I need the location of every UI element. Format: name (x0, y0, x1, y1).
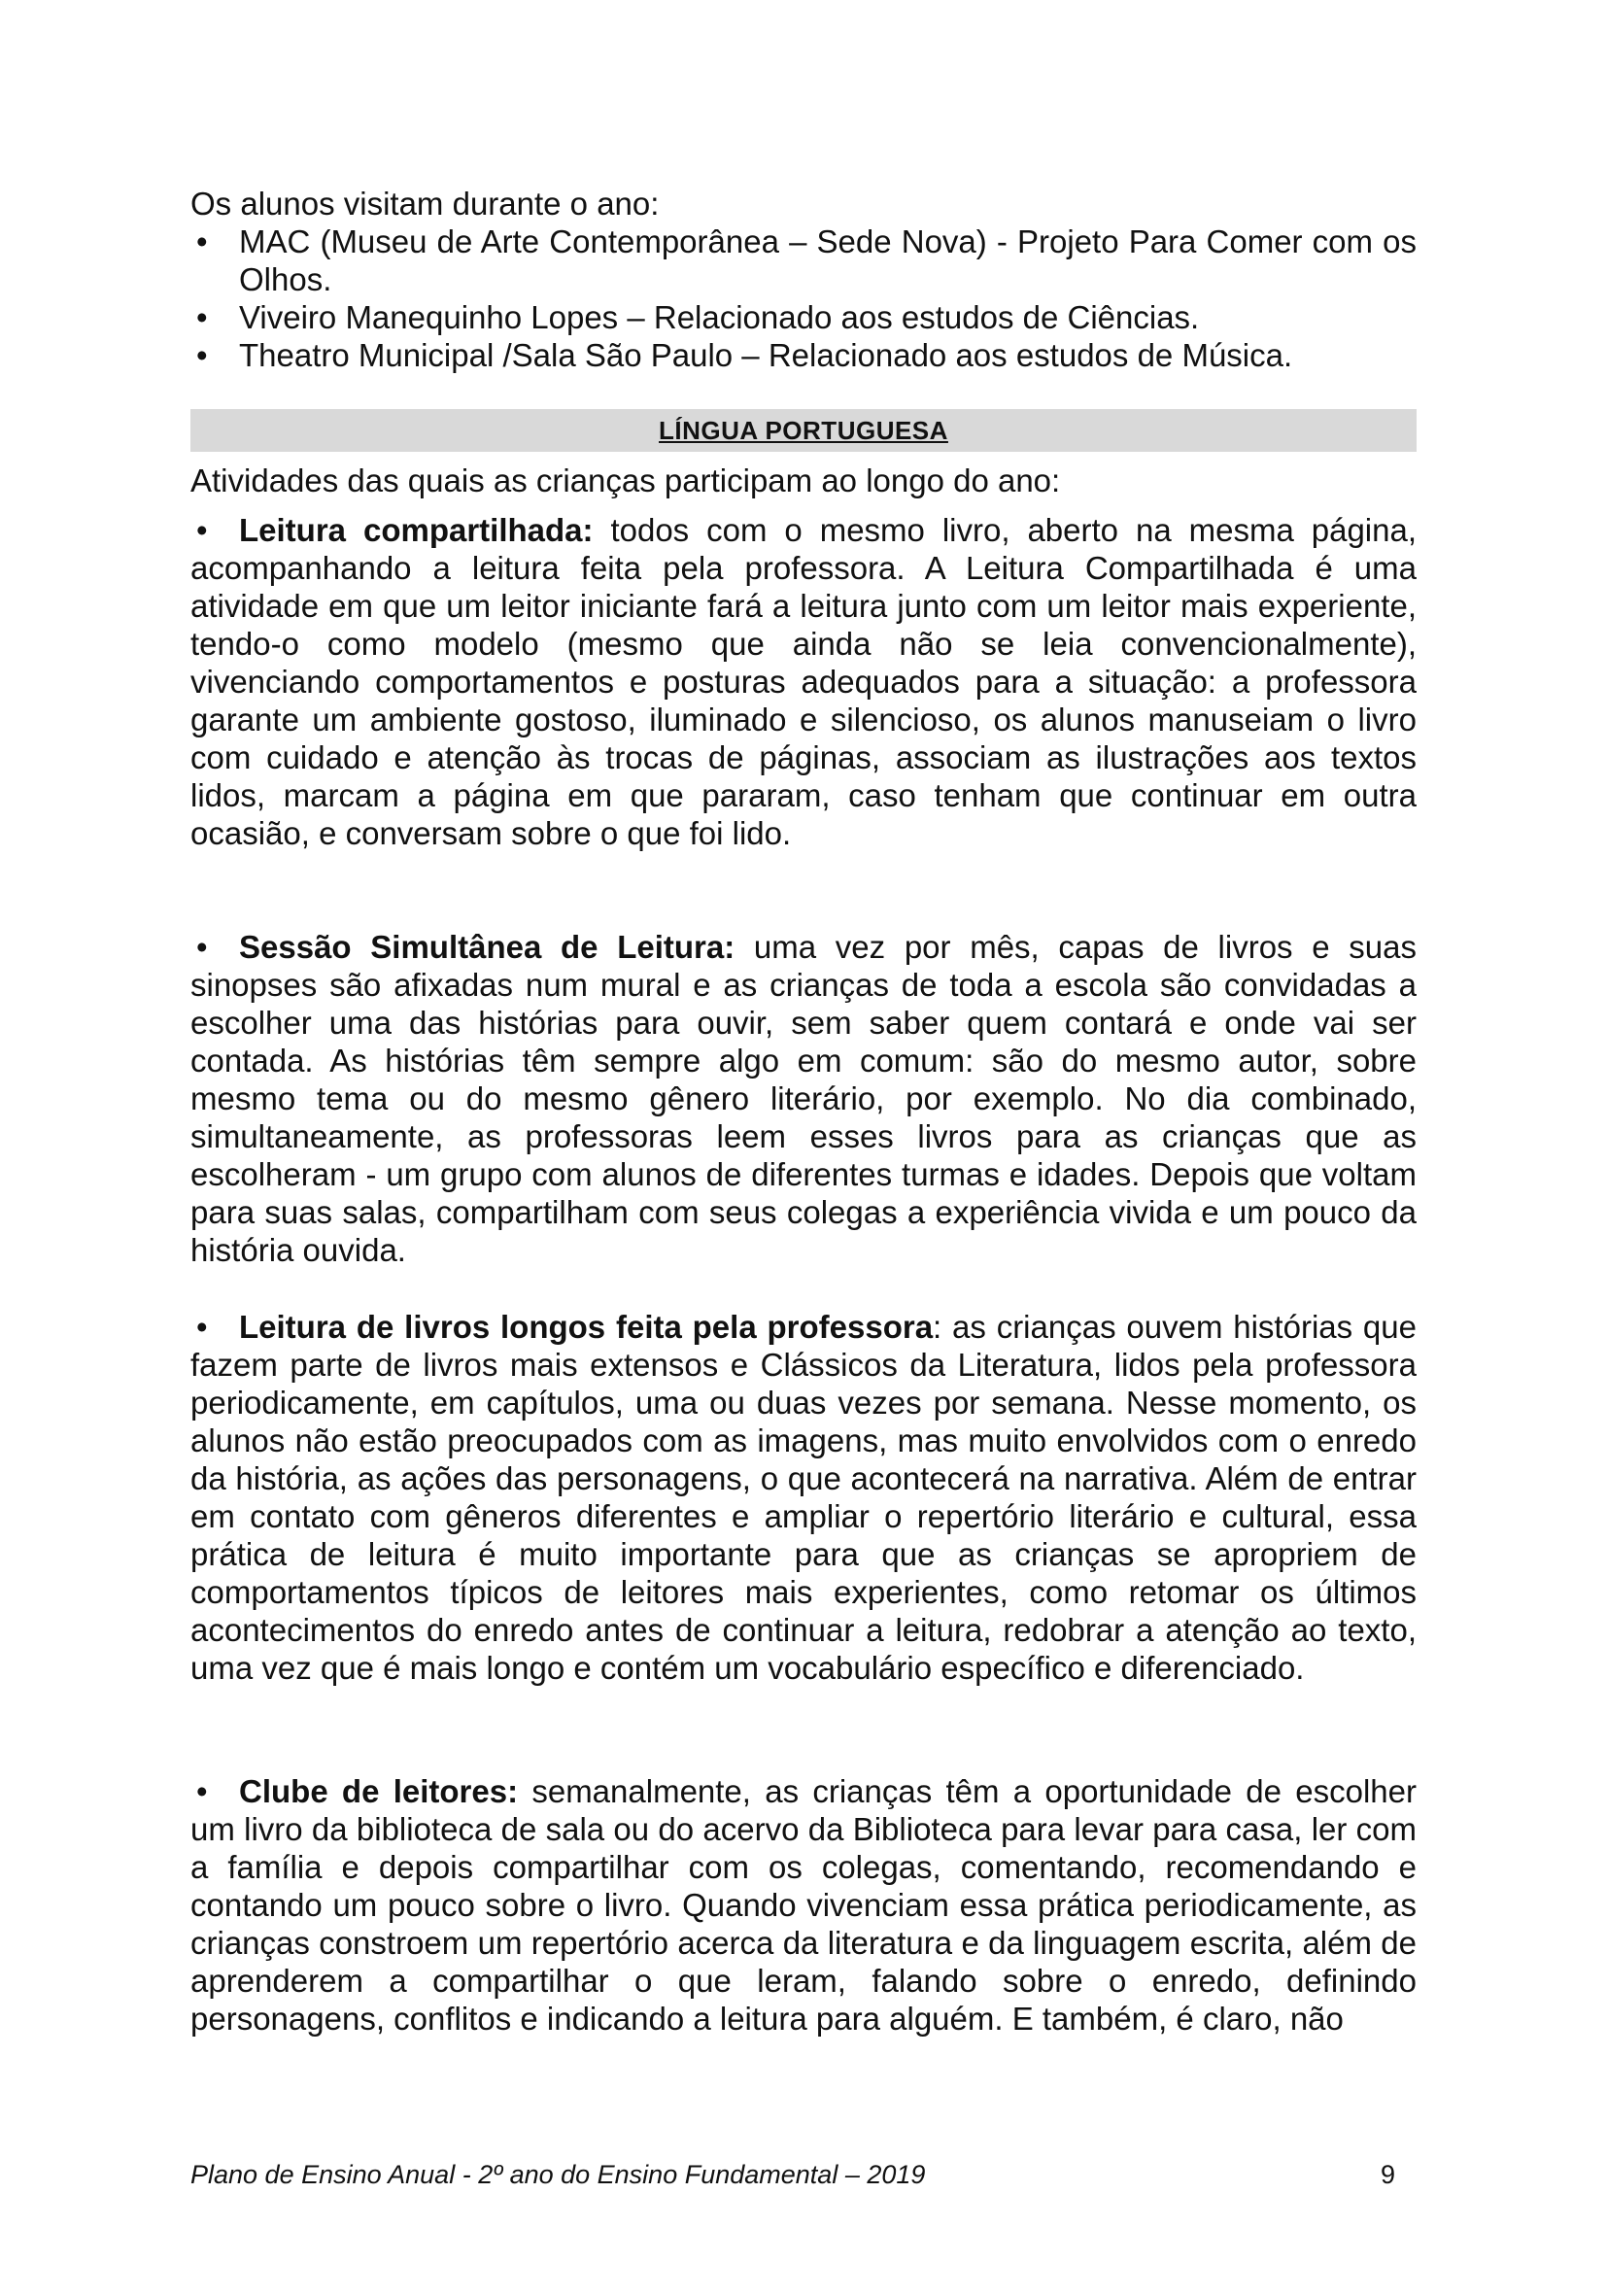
section-header (190, 409, 1417, 452)
bullet-icon: • (196, 299, 208, 335)
activity-paragraph (190, 1772, 1417, 2038)
bullet-icon: • (196, 223, 208, 259)
visits-intro: Os alunos visitam durante o ano: (190, 186, 660, 222)
visits-list (190, 223, 1417, 374)
footer-text: Plano de Ensino Anual - 2º ano do Ensino Fundamental – 2019 (190, 2160, 926, 2189)
page-number: 9 (1380, 2160, 1395, 2189)
bullet-icon: • (196, 337, 208, 373)
activity-paragraph (190, 511, 1417, 852)
activity-text: : as crianças ouvem histórias que fazem parte de livros mais extensos e Clássicos da Literatura, lidos pela professora periodicamente, em capítulos, uma ou duas vezes por semana. Nesse momento, os alunos não estão preocupados com as imagens, mas muito envolvidos com o enredo da história, as ações das personagens, o que acontecerá na narrativa. Além de entrar em contato com gêneros diferentes e ampliar o repertório literário e cultural, essa prática de leitura é muito importante para que as crianças se apropriem de comportamentos típicos de leitores mais experientes, como retomar os últimos acontecimentos do enredo antes de continuar a leitura, redobrar a atenção ao texto, uma vez que é mais longo e contém um vocabulário específico e diferenciado. (190, 1309, 1417, 1686)
bullet-icon: • (196, 512, 208, 548)
bullet-icon: • (196, 929, 208, 965)
section-intro: Atividades das quais as crianças participam ao longo do ano: (190, 463, 1061, 498)
activity-text: todos com o mesmo livro, aberto na mesma página, acompanhando a leitura feita pela professora. A Leitura Compartilhada é uma atividade em que um leitor iniciante fará a leitura junto com um leitor mais experiente, tendo-o como modelo (mesmo que ainda não se leia convencionalmente), vivenciando comportamentos e posturas adequados para a situação: a professora garante um ambiente gostoso, iluminado e silencioso, os alunos manuseiam o livro com cuidado e atenção às trocas de páginas, associam as ilustrações aos textos lidos, marcam a página em que pararam, caso tenham que continuar em outra ocasião, e conversam sobre o que foi lido. (190, 512, 1417, 851)
list-item (190, 298, 1417, 336)
list-item (190, 223, 1417, 298)
activity-text: uma vez por mês, capas de livros e suas sinopses são afixadas num mural e as crianças de toda a escola são convidadas a escolher uma das histórias para ouvir, sem saber quem contará e onde vai ser contada. As histórias têm sempre algo em comum: são do mesmo autor, sobre mesmo tema ou do mesmo gênero literário, por exemplo. No dia combinado, simultaneamente, as professoras leem esses livros para as crianças que as escolheram - um grupo com alunos de diferentes turmas e idades. Depois que voltam para suas salas, compartilham com seus colegas a experiência vivida e um pouco da história ouvida. (190, 929, 1417, 1268)
activity-title: Leitura compartilhada: (239, 512, 594, 548)
activity-title: Leitura de livros longos feita pela professora (239, 1309, 934, 1345)
activity-text: semanalmente, as crianças têm a oportunidade de escolher um livro da biblioteca de sala ou do acervo da Biblioteca para levar para casa, ler com a família e depois compartilhar com os colegas, comentando, recomendando e contando um pouco sobre o livro. Quando vivenciam essa prática periodicamente, as crianças constroem um repertório acerca da literatura e da linguagem escrita, além de aprenderem a compartilhar o que leram, falando sobre o enredo, definindo personagens, conflitos e indicando a leitura para alguém. E também, é claro, não (190, 1773, 1417, 2037)
list-item-text: Viveiro Manequinho Lopes – Relacionado aos estudos de Ciências. (239, 299, 1200, 335)
activity-paragraph (190, 928, 1417, 1269)
page-footer (190, 2160, 1395, 2190)
activity-paragraph (190, 1308, 1417, 1687)
activity-title: Clube de leitores: (239, 1773, 519, 1809)
list-item-text: MAC (Museu de Arte Contemporânea – Sede Nova) - Projeto Para Comer com os Olhos. (239, 223, 1417, 297)
list-item-text: Theatro Municipal /Sala São Paulo – Relacionado aos estudos de Música. (239, 337, 1293, 373)
list-item (190, 336, 1417, 374)
bullet-icon: • (196, 1309, 208, 1345)
bullet-icon: • (196, 1773, 208, 1809)
document-page (190, 185, 1417, 2038)
activity-title: Sessão Simultânea de Leitura: (239, 929, 735, 965)
section-title: LÍNGUA PORTUGUESA (659, 415, 948, 445)
